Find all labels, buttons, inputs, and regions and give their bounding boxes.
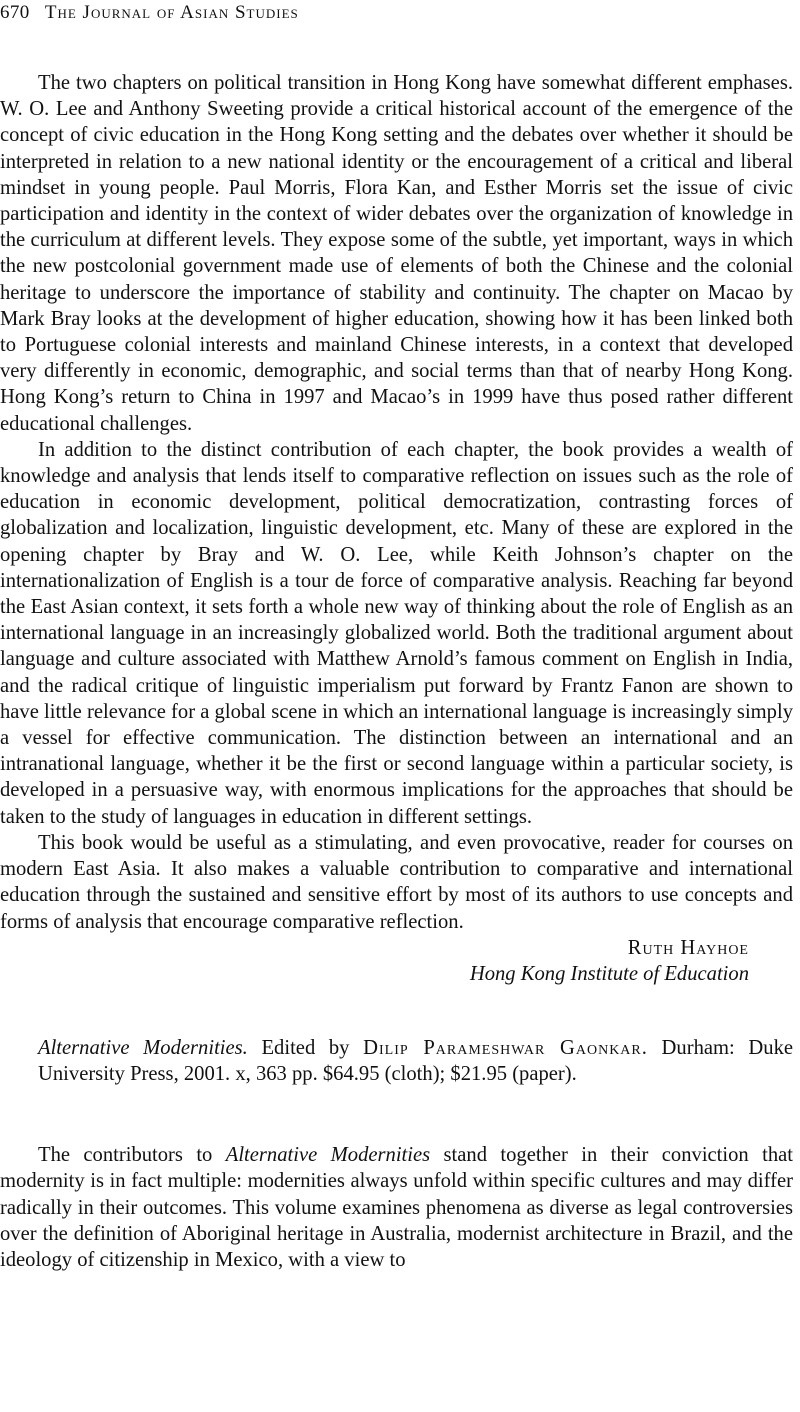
page-number: 670	[0, 2, 30, 23]
reviewer-name: Ruth Hayhoe	[627, 936, 749, 959]
paragraph-start: The contributors to	[38, 1144, 226, 1167]
book-citation	[38, 1036, 793, 1087]
review-body	[0, 1142, 793, 1273]
book-editor: Dilip Parameshwar Gaonkar.	[363, 1037, 648, 1060]
review-paragraph: The two chapters on political transition in Hong Kong have somewhat different emphases. W. O. Lee and Anthony Sweeting provide a critical historical account of the emergence of the concept of civic education in the Hong Kong setting and the debates over whether it should be interpreted in relation to a new national identity or the encouragement of a critical and liberal mindset in young people. Paul Morris, Flora Kan, and Esther Morris set the issue of civic participation and identity in the context of wider debates over the organization of knowledge in the curriculum at different levels. They expose some of the subtle, yet important, ways in which the new postcolonial government made use of elements of both the Chinese and the colonial heritage to underscore the importance of stability and continuity. The chapter on Macao by Mark Bray looks at the development of higher education, showing how it has been linked both to Portuguese colonial interests and mainland Chinese interests, in a context that developed very differently in economic, demographic, and social terms than that of nearby Hong Kong. Hong Kong’s return to China in 1997 and Macao’s in 1999 have thus posed rather different educational challenges.	[0, 72, 793, 435]
publication-info: Durham: Duke University Press, 2001. x, 363 pp. $64.95 (cloth); $21.95 (paper).	[38, 1037, 794, 1085]
review-paragraph	[0, 1142, 793, 1273]
page-body	[0, 70, 793, 1273]
review-paragraph: In addition to the distinct contribution of each chapter, the book provides a wealth of knowledge and analysis that lends itself to comparative reflection on issues such as the role of education in economic development, political democratization, contrasting forces of globalization and localization, linguistic development, etc. Many of these are explored in the opening chapter by Bray and W. O. Lee, while Keith Johnson’s chapter on the internationalization of English is a tour de force of comparative analysis. Reaching far beyond the East Asian context, it sets forth a whole new way of thinking about the role of English as an international language in an increasingly globalized world. Both the traditional argument about language and culture associated with Matthew Arnold’s famous comment on English in India, and the radical critique of linguistic imperialism put forward by Frantz Fanon are shown to have little relevance for a global scene in which an international language is increasingly simply a vessel for effective communication. The distinction between an international and an intranational language, whether it be the first or second language within a particular society, is developed in a persuasive way, with enormous implications for the approaches that should be taken to the study of languages in education in different settings.	[0, 438, 793, 828]
journal-title: The Journal of Asian Studies	[44, 2, 299, 23]
paragraph-rest: stand together in their conviction that modernity is in fact multiple: modernities always unfold within specific cultures and may differ radically in their outcomes. This volume examines phenomena as diverse as legal controversies over the definition of Aboriginal heritage in Australia, modernist architecture in Brazil, and the ideology of citizenship in Mexico, with a view to	[0, 1144, 793, 1271]
reviewer-signature	[0, 935, 793, 987]
running-head	[0, 2, 299, 24]
edited-by: Edited by	[247, 1037, 364, 1060]
inline-book-title: Alternative Modernities	[225, 1144, 431, 1167]
book-title: Alternative Modernities.	[38, 1037, 248, 1060]
reviewer-institution: Hong Kong Institute of Education	[469, 962, 749, 985]
review-paragraph: This book would be useful as a stimulating, and even provocative, reader for courses on modern East Asia. It also makes a valuable contribution to comparative and international education through the sustained and sensitive effort by most of its authors to use concepts and forms of analysis that encourage comparative reflection.	[0, 831, 793, 933]
